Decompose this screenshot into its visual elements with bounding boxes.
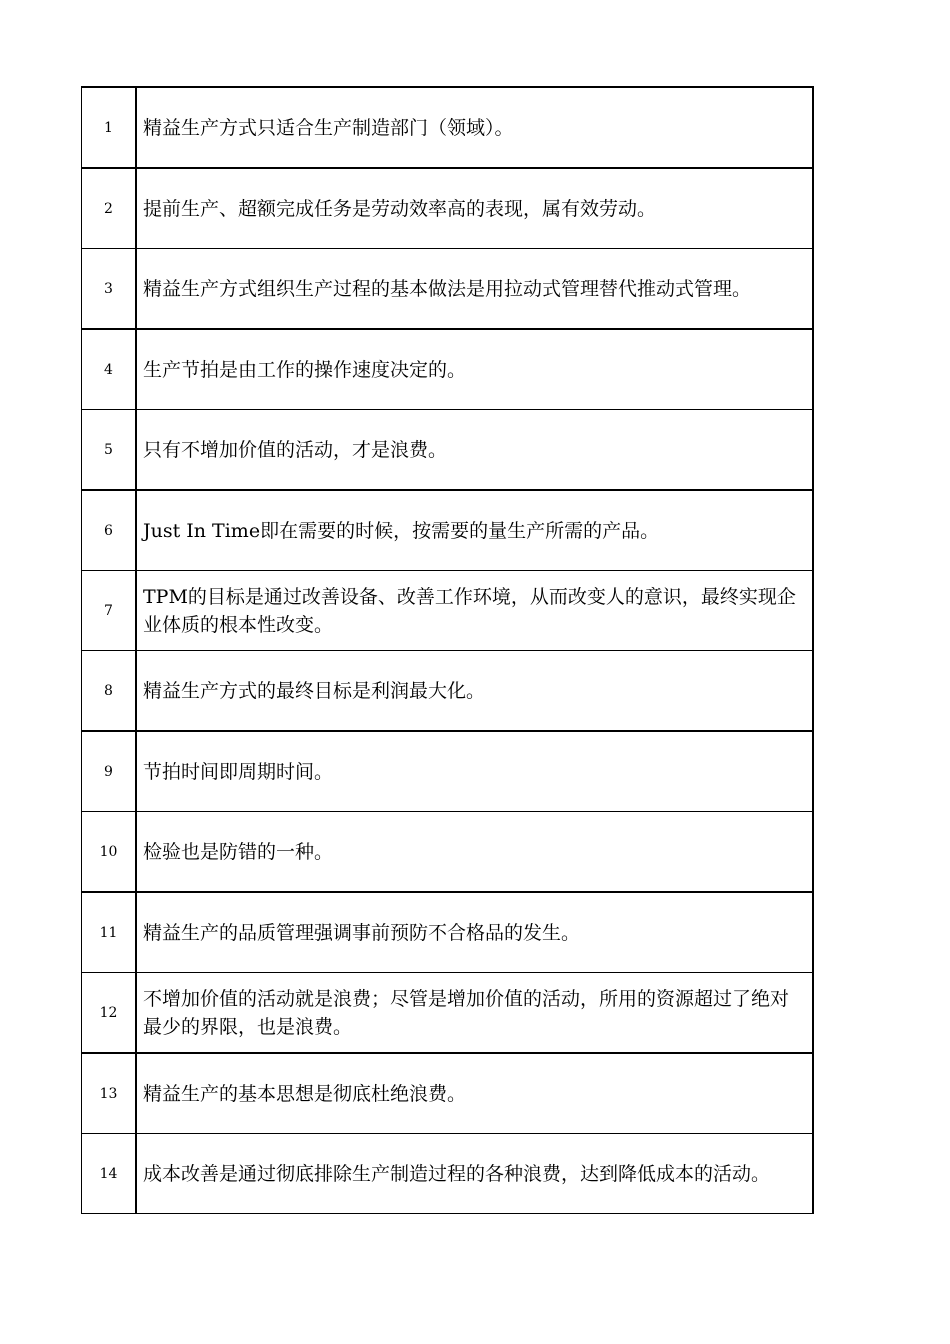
statement-text-cell: 精益生产方式组织生产过程的基本做法是用拉动式管理替代推动式管理。 <box>136 249 813 330</box>
row-number-cell: 12 <box>82 973 137 1054</box>
table-body <box>82 87 814 1214</box>
table-row <box>82 410 814 491</box>
row-number-cell: 10 <box>82 812 137 893</box>
statement-text-cell: 精益生产方式的最终目标是利润最大化。 <box>136 651 813 732</box>
row-number-cell: 7 <box>82 571 137 651</box>
statement-text-cell: Just In Time即在需要的时候，按需要的量生产所需的产品。 <box>136 490 813 571</box>
statement-text-cell: 节拍时间即周期时间。 <box>136 731 813 812</box>
statement-text-cell: TPM的目标是通过改善设备、改善工作环境，从而改变人的意识，最终实现企业体质的根本性改变。 <box>136 571 813 651</box>
statement-text-cell: 精益生产的基本思想是彻底杜绝浪费。 <box>136 1053 813 1134</box>
row-number-cell: 3 <box>82 249 137 330</box>
row-number-cell: 5 <box>82 410 137 491</box>
table-row <box>82 812 814 893</box>
table-row <box>82 731 814 812</box>
statement-text-cell: 精益生产方式只适合生产制造部门（领域）。 <box>136 87 813 168</box>
row-number-cell: 6 <box>82 490 137 571</box>
statement-text-cell: 不增加价值的活动就是浪费；尽管是增加价值的活动，所用的资源超过了绝对最少的界限，也是浪费。 <box>136 973 813 1054</box>
table-row <box>82 651 814 732</box>
table-row <box>82 490 814 571</box>
statement-text-cell: 提前生产、超额完成任务是劳动效率高的表现，属有效劳动。 <box>136 168 813 249</box>
row-number-cell: 1 <box>82 87 137 168</box>
row-number-cell: 4 <box>82 329 137 410</box>
statement-text-cell: 生产节拍是由工作的操作速度决定的。 <box>136 329 813 410</box>
statement-text-cell: 检验也是防错的一种。 <box>136 812 813 893</box>
table-row <box>82 329 814 410</box>
table-row <box>82 1134 814 1214</box>
table-row <box>82 249 814 330</box>
table-row <box>82 571 814 651</box>
row-number-cell: 9 <box>82 731 137 812</box>
table-row <box>82 87 814 168</box>
table-row <box>82 892 814 973</box>
row-number-cell: 2 <box>82 168 137 249</box>
row-number-cell: 13 <box>82 1053 137 1134</box>
table-row <box>82 973 814 1054</box>
row-number-cell: 8 <box>82 651 137 732</box>
statement-text-cell: 成本改善是通过彻底排除生产制造过程的各种浪费，达到降低成本的活动。 <box>136 1134 813 1214</box>
row-number-cell: 14 <box>82 1134 137 1214</box>
statement-text-cell: 只有不增加价值的活动，才是浪费。 <box>136 410 813 491</box>
statement-table <box>81 86 814 1214</box>
table-row <box>82 168 814 249</box>
row-number-cell: 11 <box>82 892 137 973</box>
statement-text-cell: 精益生产的品质管理强调事前预防不合格品的发生。 <box>136 892 813 973</box>
table-row <box>82 1053 814 1134</box>
